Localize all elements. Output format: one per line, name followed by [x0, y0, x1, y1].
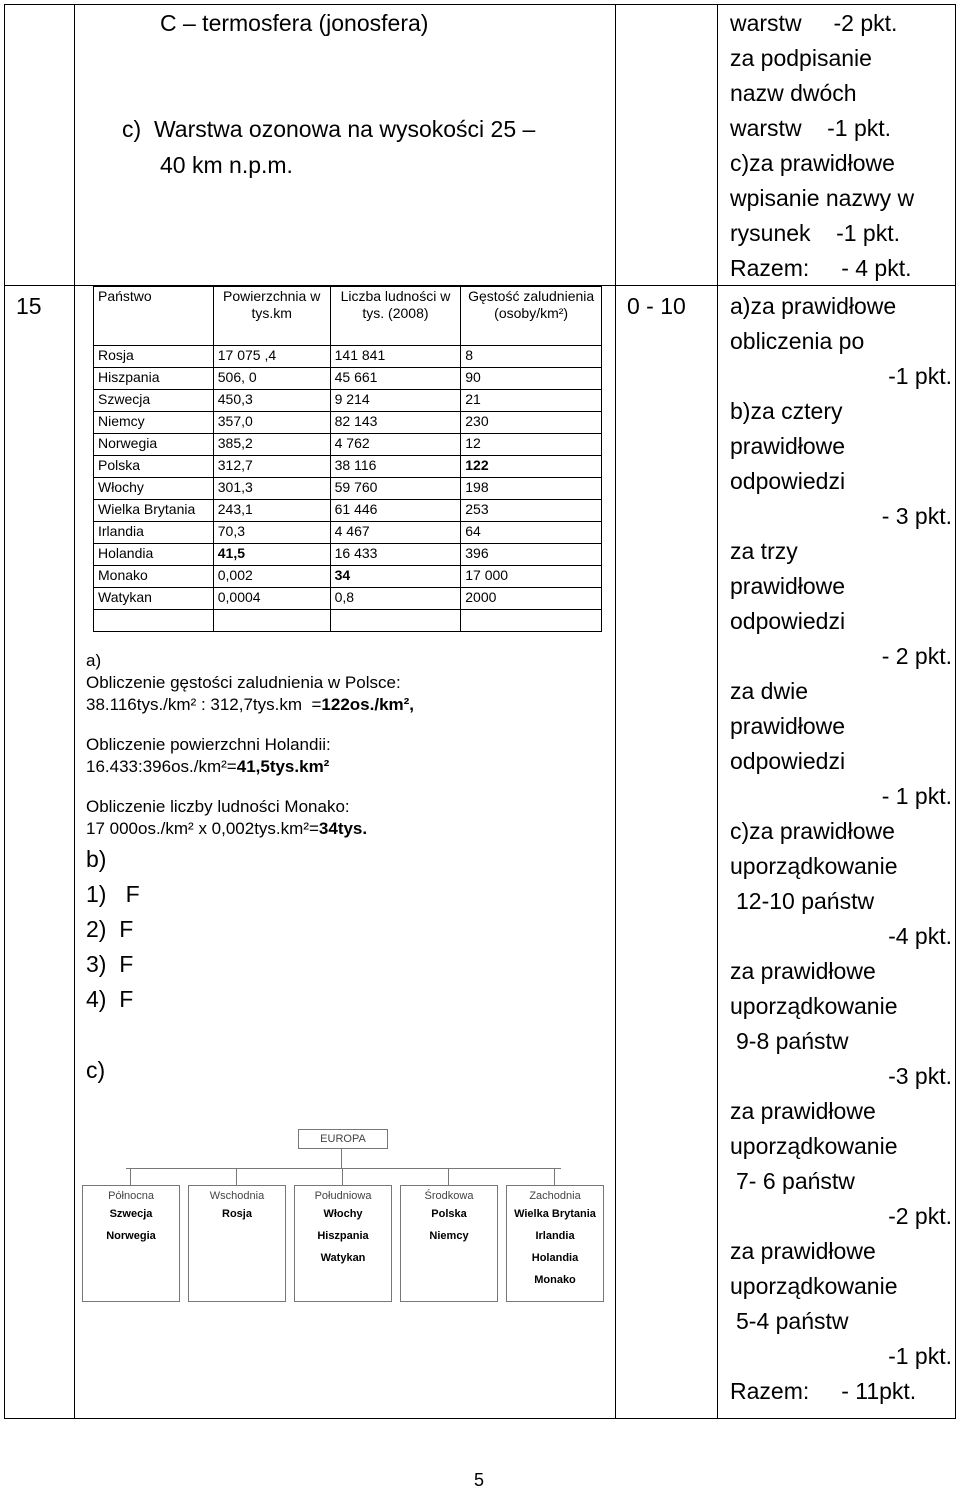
scoring-line: - 1 pkt.	[881, 783, 952, 809]
calc3-expr: 17 000os./km² x 0,002tys.km²=	[86, 819, 319, 838]
diagram-group-item: Watykan	[320, 1252, 366, 1264]
top-right-line: c)za prawidłowe	[730, 150, 895, 176]
frame-bottom	[4, 1418, 956, 1419]
c-line: C – termosfera (jonosfera)	[160, 10, 429, 36]
table-cell: 41,5	[213, 544, 330, 566]
top-right-line: rysunek -1 pkt.	[730, 220, 901, 246]
table-cell	[461, 610, 602, 632]
table-cell: 34	[330, 566, 461, 588]
scoring-line: za prawidłowe	[730, 1098, 876, 1124]
table-cell: Hiszpania	[94, 368, 214, 390]
table-cell: 312,7	[213, 456, 330, 478]
table-row	[94, 456, 602, 478]
table-cell: 16 433	[330, 544, 461, 566]
table-cell: Włochy	[94, 478, 214, 500]
table-cell: 122	[461, 456, 602, 478]
table-cell: 4 762	[330, 434, 461, 456]
calc1-line	[86, 694, 606, 716]
table-cell: 253	[461, 500, 602, 522]
scoring-line: odpowiedzi	[730, 608, 846, 634]
table-cell: Szwecja	[94, 390, 214, 412]
scoring-line: 5-4 państw	[736, 1308, 849, 1334]
b-item-2: 2) F	[86, 916, 134, 942]
table-cell: 61 446	[330, 500, 461, 522]
scoring-line: -2 pkt.	[888, 1203, 952, 1229]
frame-col3	[717, 4, 718, 1418]
table-cell: 301,3	[213, 478, 330, 500]
table-cell: 243,1	[213, 500, 330, 522]
table-cell: 396	[461, 544, 602, 566]
calc3-line	[86, 818, 606, 840]
table-cell	[330, 610, 461, 632]
table-cell: Norwegia	[94, 434, 214, 456]
answer-c-label: c)	[86, 1057, 106, 1083]
table-cell: 357,0	[213, 412, 330, 434]
scoring-line: za dwie	[730, 678, 808, 704]
table-cell	[94, 610, 214, 632]
table-header-row	[94, 287, 602, 346]
table-cell: 82 143	[330, 412, 461, 434]
scoring-line: prawidłowe	[730, 713, 846, 739]
scoring-column	[730, 289, 952, 1409]
table-row	[94, 566, 602, 588]
diagram-group	[82, 1185, 180, 1302]
table-cell: 198	[461, 478, 602, 500]
scoring-line: - 3 pkt.	[881, 503, 952, 529]
frame-col1	[74, 4, 75, 1418]
table-cell: Irlandia	[94, 522, 214, 544]
europe-diagram	[80, 1125, 610, 1305]
calc3-result: 34tys.	[318, 819, 368, 838]
table-cell: Holandia	[94, 544, 214, 566]
table-cell: 38 116	[330, 456, 461, 478]
diagram-stub	[554, 1168, 555, 1185]
calc2-title: Obliczenie powierzchni Holandii:	[86, 735, 331, 754]
diagram-connector	[341, 1148, 342, 1168]
scoring-line: 9-8 państw	[736, 1028, 849, 1054]
frame-top	[4, 4, 956, 5]
diagram-group-item: Wielka Brytania	[514, 1208, 596, 1220]
scoring-line: prawidłowe	[730, 433, 846, 459]
diagram-group	[188, 1185, 286, 1302]
scoring-line: za prawidłowe	[730, 1238, 876, 1264]
diagram-group	[506, 1185, 604, 1302]
scoring-line: b)za cztery	[730, 398, 843, 424]
top-right-line: warstw -2 pkt.	[730, 10, 898, 36]
calc1-result: 122os./km²,	[321, 695, 415, 714]
b-item-4: 4) F	[86, 986, 134, 1012]
top-right-line: wpisanie nazwy w	[730, 185, 915, 211]
top-right-line: Razem: - 4 pkt.	[730, 255, 912, 281]
table-cell: Wielka Brytania	[94, 500, 214, 522]
table-cell: 70,3	[213, 522, 330, 544]
points-range: 0 - 10	[627, 293, 686, 319]
top-right-scoring	[730, 6, 952, 286]
scoring-line: odpowiedzi	[730, 468, 846, 494]
table-cell: 506, 0	[213, 368, 330, 390]
frame-left	[4, 4, 5, 1418]
calc1-expr: 38.116tys./km² : 312,7tys.km =	[86, 695, 322, 714]
top-right-line: za podpisanie	[730, 45, 872, 71]
table-cell: 2000	[461, 588, 602, 610]
country-table	[93, 286, 602, 632]
diagram-group-name: Południowa	[314, 1190, 372, 1202]
table-cell: 9 214	[330, 390, 461, 412]
table-row	[94, 500, 602, 522]
calc2-line	[86, 756, 606, 778]
diagram-group-item: Szwecja	[109, 1208, 153, 1220]
scoring-line: Razem: - 11pkt.	[730, 1378, 917, 1404]
scoring-line: 12-10 państw	[736, 888, 875, 914]
table-cell: 21	[461, 390, 602, 412]
table-cell: 0,0004	[213, 588, 330, 610]
scoring-line: obliczenia po	[730, 328, 865, 354]
scoring-line: 7- 6 państw	[736, 1168, 855, 1194]
diagram-group-item: Irlandia	[535, 1230, 575, 1242]
scoring-line: c)za prawidłowe	[730, 818, 895, 844]
table-cell: 64	[461, 522, 602, 544]
table-cell: 17 075 ,4	[213, 346, 330, 368]
header-area: Powierzchnia w tys.km	[213, 287, 330, 346]
diagram-group-name: Wschodnia	[209, 1190, 265, 1202]
table-row	[94, 610, 602, 632]
diagram-group-name: Środkowa	[424, 1190, 474, 1202]
diagram-group-name: Zachodnia	[529, 1190, 581, 1202]
table-cell: 59 760	[330, 478, 461, 500]
table-row	[94, 478, 602, 500]
diagram-stub	[236, 1168, 237, 1185]
scoring-line: -1 pkt.	[888, 1343, 952, 1369]
table-row	[94, 368, 602, 390]
table-row	[94, 434, 602, 456]
diagram-group	[294, 1185, 392, 1302]
table-cell	[213, 610, 330, 632]
table-row	[94, 412, 602, 434]
table-row	[94, 522, 602, 544]
diagram-group-item: Norwegia	[106, 1230, 156, 1242]
table-cell: 12	[461, 434, 602, 456]
calc2-expr: 16.433:396os./km²=	[86, 757, 237, 776]
answer-a-label: a)	[86, 651, 102, 670]
diagram-group-item: Monako	[534, 1274, 576, 1286]
scoring-line: za trzy	[730, 538, 798, 564]
b-item-3: 3) F	[86, 951, 134, 977]
table-cell: 90	[461, 368, 602, 390]
diagram-stub	[130, 1168, 131, 1185]
b-item-1: 1) F	[86, 881, 140, 907]
table-row	[94, 544, 602, 566]
answers-section	[86, 650, 606, 1088]
table-row	[94, 588, 602, 610]
diagram-stub	[342, 1168, 343, 1185]
table-cell: 4 467	[330, 522, 461, 544]
scoring-line: -3 pkt.	[888, 1063, 952, 1089]
diagram-group-name: Północna	[108, 1190, 154, 1202]
table-cell: Rosja	[94, 346, 214, 368]
table-cell: 385,2	[213, 434, 330, 456]
table-cell: 230	[461, 412, 602, 434]
frame-right	[955, 4, 956, 1418]
diagram-group-item: Hiszpania	[317, 1230, 369, 1242]
diagram-group-item: Polska	[431, 1208, 467, 1220]
frame-col2	[615, 4, 616, 1418]
diagram-group-item: Rosja	[222, 1208, 252, 1220]
scoring-line: -4 pkt.	[888, 923, 952, 949]
table-cell: Niemcy	[94, 412, 214, 434]
scoring-line: uporządkowanie	[730, 993, 898, 1019]
scoring-line: a)za prawidłowe	[730, 293, 897, 319]
table-cell: 45 661	[330, 368, 461, 390]
diagram-root: EUROPA	[298, 1129, 388, 1149]
table-row	[94, 390, 602, 412]
diagram-group-item: Holandia	[531, 1252, 579, 1264]
header-density: Gęstość zaludnienia (osoby/km²)	[461, 287, 602, 346]
table-cell: 450,3	[213, 390, 330, 412]
task-number: 15	[16, 293, 42, 319]
top-right-line: nazw dwóch	[730, 80, 857, 106]
scoring-line: uporządkowanie	[730, 1273, 898, 1299]
table-cell: Monako	[94, 566, 214, 588]
diagram-bus	[126, 1168, 561, 1169]
scoring-line: uporządkowanie	[730, 853, 898, 879]
page-number: 5	[474, 1470, 485, 1490]
c-item-line-2: 40 km n.p.m.	[160, 152, 293, 178]
answer-b-label: b)	[86, 846, 107, 872]
table-row	[94, 346, 602, 368]
scoring-line: -1 pkt.	[888, 363, 952, 389]
top-right-line: warstw -1 pkt.	[730, 115, 892, 141]
diagram-stub	[448, 1168, 449, 1185]
table-cell: Watykan	[94, 588, 214, 610]
diagram-group-item: Włochy	[323, 1208, 363, 1220]
calc1-title: Obliczenie gęstości zaludnienia w Polsce:	[86, 673, 401, 692]
diagram-group-item: Niemcy	[429, 1230, 469, 1242]
calc3-title: Obliczenie liczby ludności Monako:	[86, 797, 350, 816]
header-population: Liczba ludności w tys. (2008)	[330, 287, 461, 346]
header-country: Państwo	[94, 287, 214, 346]
scoring-line: uporządkowanie	[730, 1133, 898, 1159]
calc2-result: 41,5tys.km²	[236, 757, 330, 776]
scoring-line: - 2 pkt.	[881, 643, 952, 669]
table-cell: 0,8	[330, 588, 461, 610]
table-cell: Polska	[94, 456, 214, 478]
table-cell: 8	[461, 346, 602, 368]
table-cell: 17 000	[461, 566, 602, 588]
c-item-line-1: c) Warstwa ozonowa na wysokości 25 –	[122, 116, 536, 142]
scoring-line: za prawidłowe	[730, 958, 876, 984]
scoring-line: odpowiedzi	[730, 748, 846, 774]
diagram-group	[400, 1185, 498, 1302]
table-cell: 0,002	[213, 566, 330, 588]
table-cell: 141 841	[330, 346, 461, 368]
scoring-line: prawidłowe	[730, 573, 846, 599]
